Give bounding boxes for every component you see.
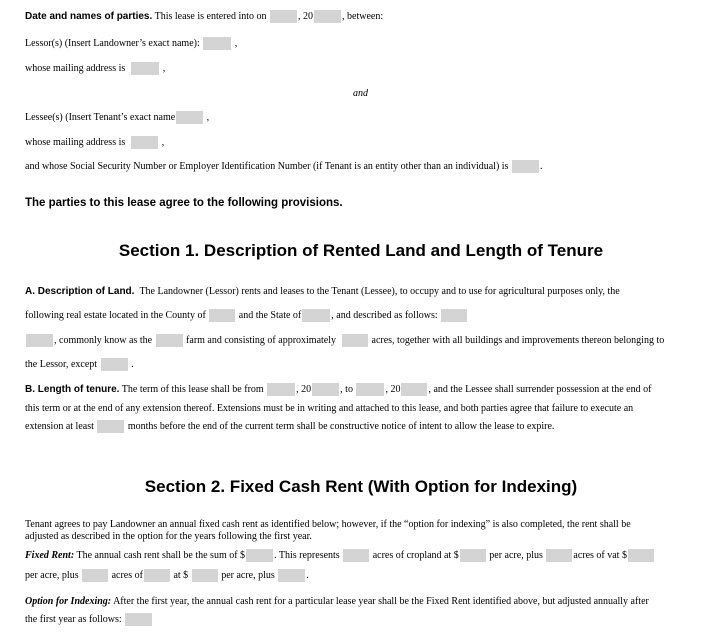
lessee-ssn-label: and whose Social Security Number or Employer Identification Number (if Tenant is an entity other than an individual) is <box>25 161 509 172</box>
lessee-address-field[interactable] <box>131 136 158 149</box>
s1-a-line4: the Lessor, except . <box>25 359 134 370</box>
lessee-line: Lessee(s) (Insert Tenant’s exact name , <box>25 112 210 123</box>
date-day-field[interactable] <box>270 10 297 23</box>
s1-a-line3: , commonly know as the farm and consisting of approximately acres, together with all buildings and improvements thereon belonging to <box>25 334 664 347</box>
fixed-rent-label: Fixed Rent: <box>25 550 75 561</box>
date-line <box>25 10 383 23</box>
lessee-address-line: whose mailing address is , <box>25 137 165 148</box>
entered-text: This lease is entered into on <box>152 11 269 22</box>
year-prefix: , 20 <box>298 11 313 22</box>
lessor-name-field[interactable] <box>203 37 231 50</box>
s2-option-line1: Option for Indexing: After the first year, the annual cash rent for a particular lease year shall be the Fixed Rent identified above, but adjusted annually after <box>25 596 649 607</box>
cropland-acres-field[interactable] <box>343 549 369 562</box>
term-start-day-field[interactable] <box>267 383 295 396</box>
s2-fixed-line1: Fixed Rent: The annual cash rent shall be the sum of $ . This represents acres of cropland at $ per acre, plus acres of vat $ <box>25 549 655 562</box>
date-year-field[interactable] <box>314 10 341 23</box>
s1-b-heading: B. Length of tenure. <box>25 384 120 395</box>
s2-intro1: Tenant agrees to pay Landowner an annual fixed cash rent as identified below; however, if the “option for indexing” is also completed, the rent shall be <box>25 519 631 530</box>
agree-text: The parties to this lease agree to the following provisions. <box>25 197 343 209</box>
and-word: and <box>353 88 368 99</box>
lessee-address-label: whose mailing address is <box>25 137 126 148</box>
indexing-method-field[interactable] <box>125 613 152 626</box>
lessor-line: Lessor(s) (Insert Landowner’s exact name): , <box>25 38 238 49</box>
s1-b-line2: this term or at the end of any extension thereof. Extensions must be in writing and attached to this lease, and both parties agree that failure to execute an <box>25 403 634 414</box>
except-field[interactable] <box>101 358 128 371</box>
other-acres-field[interactable] <box>546 549 572 562</box>
additional-rate-field[interactable] <box>192 569 218 582</box>
farm-name-field[interactable] <box>156 334 183 347</box>
rent-sum-field[interactable] <box>246 549 273 562</box>
lessee-label: Lessee(s) (Insert Tenant’s exact name <box>25 112 176 123</box>
acres-field[interactable] <box>342 334 368 347</box>
lessor-address-field[interactable] <box>131 62 159 75</box>
s1-a-line2: following real estate located in the County of and the State of , and described as follows: <box>25 309 468 322</box>
lessor-label: Lessor(s) (Insert Landowner’s exact name): <box>25 38 200 49</box>
term-end-day-field[interactable] <box>356 383 384 396</box>
section2-title: Section 2. Fixed Cash Rent (With Option for Indexing) <box>144 477 578 496</box>
lessee-name-field[interactable] <box>176 111 203 124</box>
section1-title: Section 1. Description of Rented Land and Length of Tenure <box>118 241 604 260</box>
s1-a-line1: A. Description of Land. The Landowner (Lessor) rents and leases to the Tenant (Lessee), to occupy and to use for agricultural purposes only, the <box>25 286 620 297</box>
lessor-address-label: whose mailing address is <box>25 63 126 74</box>
extra-amount-field[interactable] <box>278 569 305 582</box>
s1-b-line1: B. Length of tenure. The term of this lease shall be from , 20 , to , 20 , and the Lessee shall surrender possession at the end of <box>25 384 652 395</box>
land-description-field[interactable] <box>441 309 467 322</box>
lessee-ssn-field[interactable] <box>512 160 539 173</box>
land-type-field[interactable] <box>144 569 170 582</box>
s2-option-line2: the first year as follows: <box>25 613 153 626</box>
cropland-rate-field[interactable] <box>460 549 486 562</box>
s1-b-line3: extension at least months before the end of the current term shall be constructive notice of intent to allow the lease to expire. <box>25 421 555 432</box>
additional-acres-field[interactable] <box>82 569 108 582</box>
lessee-ssn-line: and whose Social Security Number or Employer Identification Number (if Tenant is an entity other than an individual) is . <box>25 161 543 172</box>
state-field[interactable] <box>302 309 330 322</box>
s2-fixed-line2: per acre, plus acres of at $ per acre, plus . <box>25 570 309 581</box>
between-text: , between: <box>342 11 384 22</box>
county-field[interactable] <box>209 309 235 322</box>
land-description-cont-field[interactable] <box>26 334 53 347</box>
extension-months-field[interactable] <box>97 420 124 433</box>
s2-intro2: adjusted as described in the option for the years following the first year. <box>25 531 312 542</box>
other-rate-field[interactable] <box>628 549 654 562</box>
term-start-year-field[interactable] <box>312 383 339 396</box>
term-end-year-field[interactable] <box>401 383 427 396</box>
date-names-heading: Date and names of parties. <box>25 11 153 22</box>
s1-a-heading: A. Description of Land. <box>25 286 135 297</box>
lessor-address-line: whose mailing address is , <box>25 63 166 74</box>
option-indexing-label: Option for Indexing: <box>25 596 112 607</box>
